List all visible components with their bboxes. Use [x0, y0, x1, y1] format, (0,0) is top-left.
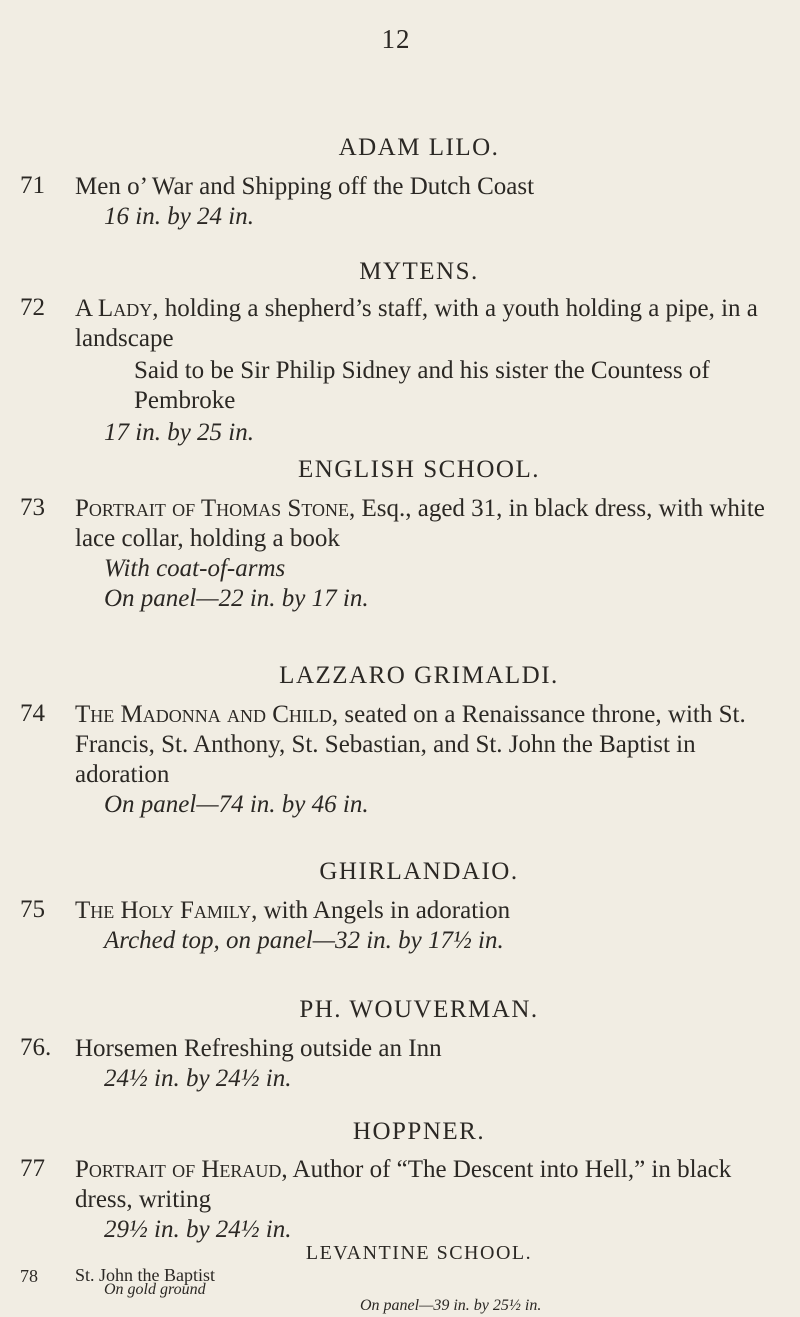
- lot-title-rest: holding a shepherd’s staff, with a youth holding a pipe, in a landscape: [75, 295, 758, 352]
- artist-heading: MYTENS.: [359, 258, 479, 285]
- lot-title: [75, 294, 790, 354]
- lot-title-rest: with Angels in adoration: [257, 897, 511, 924]
- lot-size: On panel—22 in. by 17 in.: [104, 585, 369, 612]
- artist-heading: HOPPNER.: [352, 1118, 486, 1145]
- lot-number: 72: [20, 294, 45, 321]
- lot-note: With coat-of-arms: [104, 555, 286, 582]
- lot-title-rest: Author of “The Descent into Hell,” in black dress, writing: [75, 1156, 732, 1213]
- artist-heading: LEVANTINE SCHOOL.: [305, 1242, 533, 1264]
- lot-title-rest: Esq., aged 31, in black dress, with white lace collar, holding a book: [75, 495, 765, 552]
- lot-size: 24½ in. by 24½ in.: [104, 1065, 292, 1092]
- lot-size: 16 in. by 24 in.: [104, 203, 254, 230]
- lot-title: St. John the Baptist: [75, 1265, 216, 1285]
- artist-heading: PH. WOUVERMAN.: [299, 996, 539, 1023]
- lot-title: [75, 494, 790, 554]
- lot-number: 77: [20, 1155, 45, 1182]
- lot-number: 76.: [20, 1034, 52, 1061]
- page-number: 12: [381, 24, 411, 54]
- lot-title-lead: The Madonna and Child,: [75, 701, 339, 728]
- lot-size: On panel—74 in. by 46 in.: [104, 791, 369, 818]
- lot-number: 75: [20, 896, 45, 923]
- lot-title: [75, 700, 790, 790]
- lot-number: 78: [20, 1266, 38, 1286]
- lot-size: 17 in. by 25 in.: [104, 419, 254, 446]
- lot-note: [104, 356, 794, 416]
- lot-number: 74: [20, 700, 45, 727]
- lot-title-lead: The Holy Family,: [75, 897, 258, 924]
- lot-title: Men o’ War and Shipping off the Dutch Coast: [75, 173, 535, 200]
- lot-title-rest: seated on a Renaissance throne, with St. Francis, St. Anthony, St. Sebastian, and St. John the Baptist in adoration: [75, 701, 746, 788]
- lot-size: Arched top, on panel—32 in. by 17½ in.: [104, 927, 504, 954]
- lot-size: On panel—39 in. by 25½ in.: [360, 1297, 542, 1314]
- lot-title: Horsemen Refreshing outside an Inn: [75, 1035, 442, 1062]
- lot-number: 71: [20, 172, 45, 199]
- lot-size: 29½ in. by 24½ in.: [104, 1216, 292, 1243]
- lot-title: [75, 896, 790, 926]
- artist-heading: GHIRLANDAIO.: [319, 858, 519, 885]
- lot-note-text: Said to be Sir Philip Sidney and his sister the Countess of Pembroke: [134, 357, 710, 414]
- artist-heading: ADAM LILO.: [338, 134, 500, 161]
- lot-title-lead: A Lady,: [75, 295, 159, 322]
- artist-heading: LAZZARO GRIMALDI.: [279, 662, 559, 689]
- lot-note: On gold ground: [104, 1281, 206, 1298]
- lot-title-lead: Portrait of Heraud,: [75, 1156, 288, 1183]
- lot-title: [75, 1155, 790, 1215]
- artist-heading: ENGLISH SCHOOL.: [298, 456, 540, 483]
- lot-number: 73: [20, 494, 45, 521]
- lot-title-lead: Portrait of Thomas Stone,: [75, 495, 356, 522]
